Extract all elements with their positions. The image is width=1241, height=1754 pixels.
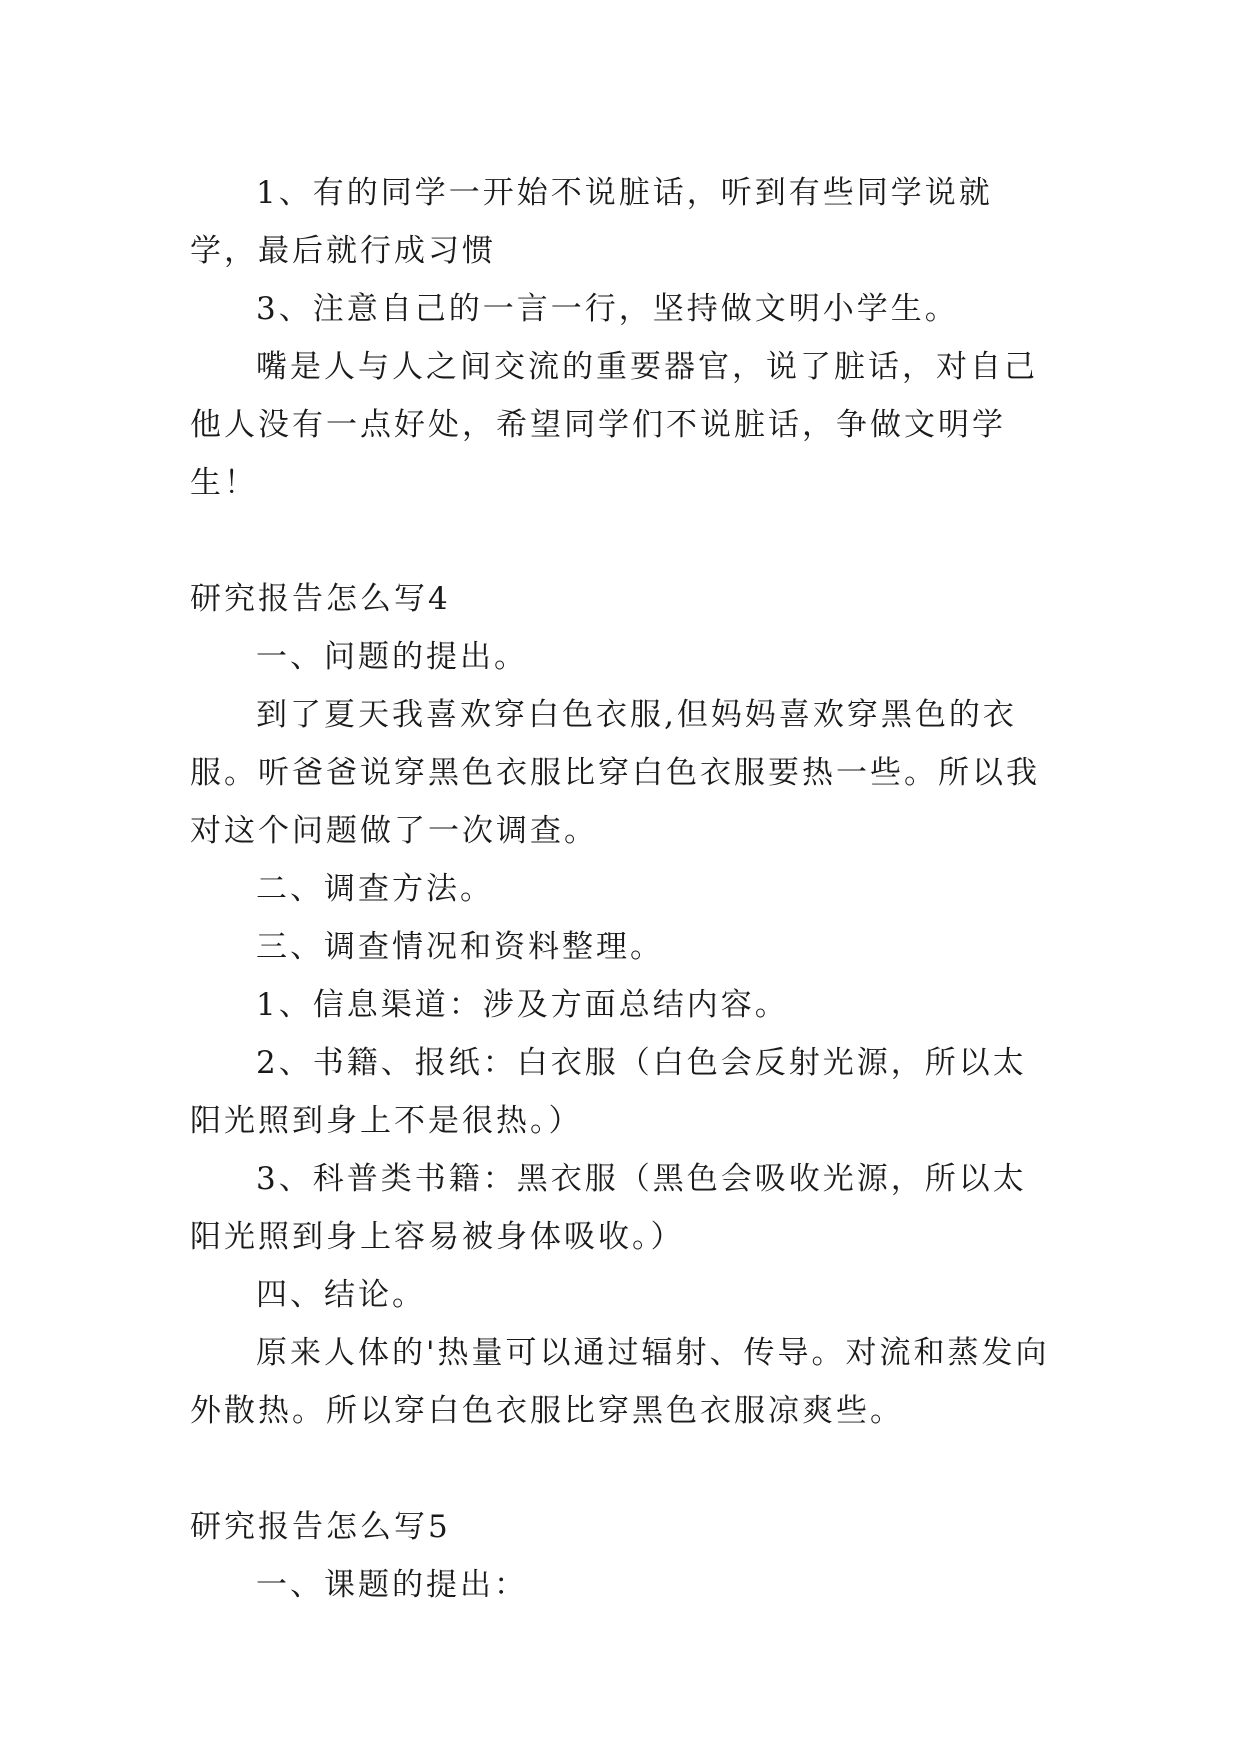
paragraph: 2、书籍、报纸：白衣服（白色会反射光源，所以太阳光照到身上不是很热。） — [190, 1045, 1027, 1139]
paragraph: 1、信息渠道：涉及方面总结内容。 — [256, 987, 789, 1023]
paragraph: 3、科普类书籍：黑衣服（黑色会吸收光源，所以太阳光照到身上容易被身体吸收。） — [190, 1161, 1027, 1255]
paragraph: 四、结论。 — [256, 1277, 426, 1313]
document-body — [190, 164, 1060, 1614]
paragraph: 原来人体的'热量可以通过辐射、传导。对流和蒸发向外散热。所以穿白色衣服比穿黑色衣服凉爽些。 — [190, 1335, 1050, 1429]
paragraph: 嘴是人与人之间交流的重要器官，说了脏话，对自己他人没有一点好处，希望同学们不说脏话，争做文明学生！ — [190, 349, 1038, 501]
section-heading: 研究报告怎么写4 — [190, 581, 451, 617]
paragraph: 一、课题的提出： — [256, 1567, 528, 1603]
paragraph: 到了夏天我喜欢穿白色衣服,但妈妈喜欢穿黑色的衣服。听爸爸说穿黑色衣服比穿白色衣服要热一些。所以我对这个问题做了一次调查。 — [190, 697, 1040, 849]
section-heading: 研究报告怎么写5 — [190, 1509, 451, 1545]
paragraph: 3、注意自己的一言一行，坚持做文明小学生。 — [256, 291, 959, 327]
paragraph: 三、调查情况和资料整理。 — [256, 929, 664, 965]
paragraph: 二、调查方法。 — [256, 871, 494, 907]
paragraph: 一、问题的提出。 — [256, 639, 528, 675]
paragraph: 1、有的同学一开始不说脏话，听到有些同学说就学，最后就行成习惯 — [190, 175, 993, 269]
